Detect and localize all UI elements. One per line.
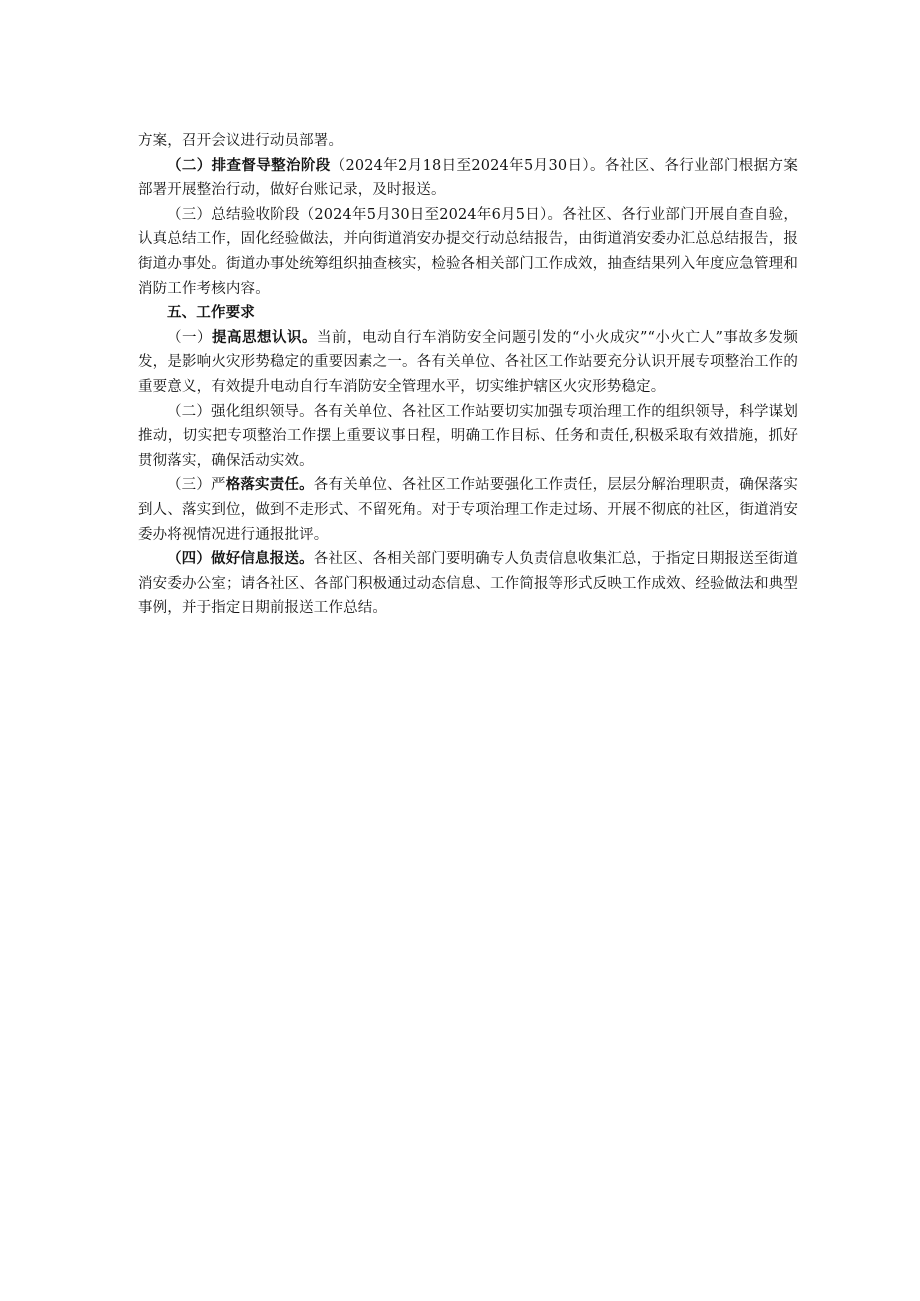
section-heading-work-requirements: 五、工作要求 (167, 305, 255, 322)
requirement-1-title: 提高思想认识。 (212, 329, 318, 346)
document-body (138, 129, 798, 621)
requirement-3-number: （三）严 (167, 477, 226, 494)
requirement-3-title: 格落实责任。 (225, 477, 314, 494)
requirement-1-text: 当前，电动自行车消防安全问题引发的“小火成灾”“小火亡人”事故多发频发，是影响火灾形势稳定的重要因素之一。各有关单位、各社区工作站要充分认识开展专项整治工作的重要意义，有效提升电动自行车消防安全管理水平，切实维护辖区火灾形势稳定。 (138, 329, 799, 395)
paragraph-phase-3 (138, 203, 798, 301)
paragraph-phase-2 (138, 154, 798, 203)
paragraph-requirement-4 (138, 547, 798, 621)
phase-2-text: （2024年2月18日至2024年5月30日）。各社区、各行业部门根据方案部署开展整治行动，做好台账记录，及时报送。 (138, 157, 799, 199)
paragraph-text: 方案，召开会议进行动员部署。 (138, 133, 344, 149)
paragraph-requirement-2 (138, 400, 798, 474)
paragraph-requirement-1 (138, 326, 798, 400)
requirement-2-text: （二）强化组织领导。各有关单位、各社区工作站要切实加强专项治理工作的组织领导，科学谋划推动，切实把专项整治工作摆上重要议事日程，明确工作目标、任务和责任,积极采取有效措施，抓好贯彻落实，确保活动实效。 (138, 403, 798, 469)
requirement-4-title: （四）做好信息报送。 (167, 551, 314, 568)
phase-3-text: （三）总结验收阶段（2024年5月30日至2024年6月5日）。各社区、各行业部门开展自查自验，认真总结工作，固化经验做法，并向街道消安办提交行动总结报告，由街道消安委办汇总总结报告，报街道办事处。街道办事处统筹组织抽查核实，检验各相关部门工作成效，抽查结果列入年度应急管理和消防工作考核内容。 (138, 206, 798, 297)
requirement-4-text: 各社区、各相关部门要明确专人负责信息收集汇总，于指定日期报送至街道消安委办公室；请各社区、各部门积极通过动态信息、工作简报等形式反映工作成效、经验做法和典型事例，并于指定日期前报送工作总结。 (138, 551, 798, 617)
paragraph-requirement-3 (138, 473, 798, 547)
requirement-1-number: （一） (167, 329, 213, 346)
phase-2-title: （二）排查督导整治阶段 (167, 157, 331, 174)
paragraph-continuation (138, 129, 798, 154)
requirement-3-text: 各有关单位、各社区工作站要强化工作责任，层层分解治理职责，确保落实到人、落实到位，做到不走形式、不留死角。对于专项治理工作走过场、开展不彻底的社区，街道消安委办将视情况进行通报批评。 (138, 477, 798, 543)
